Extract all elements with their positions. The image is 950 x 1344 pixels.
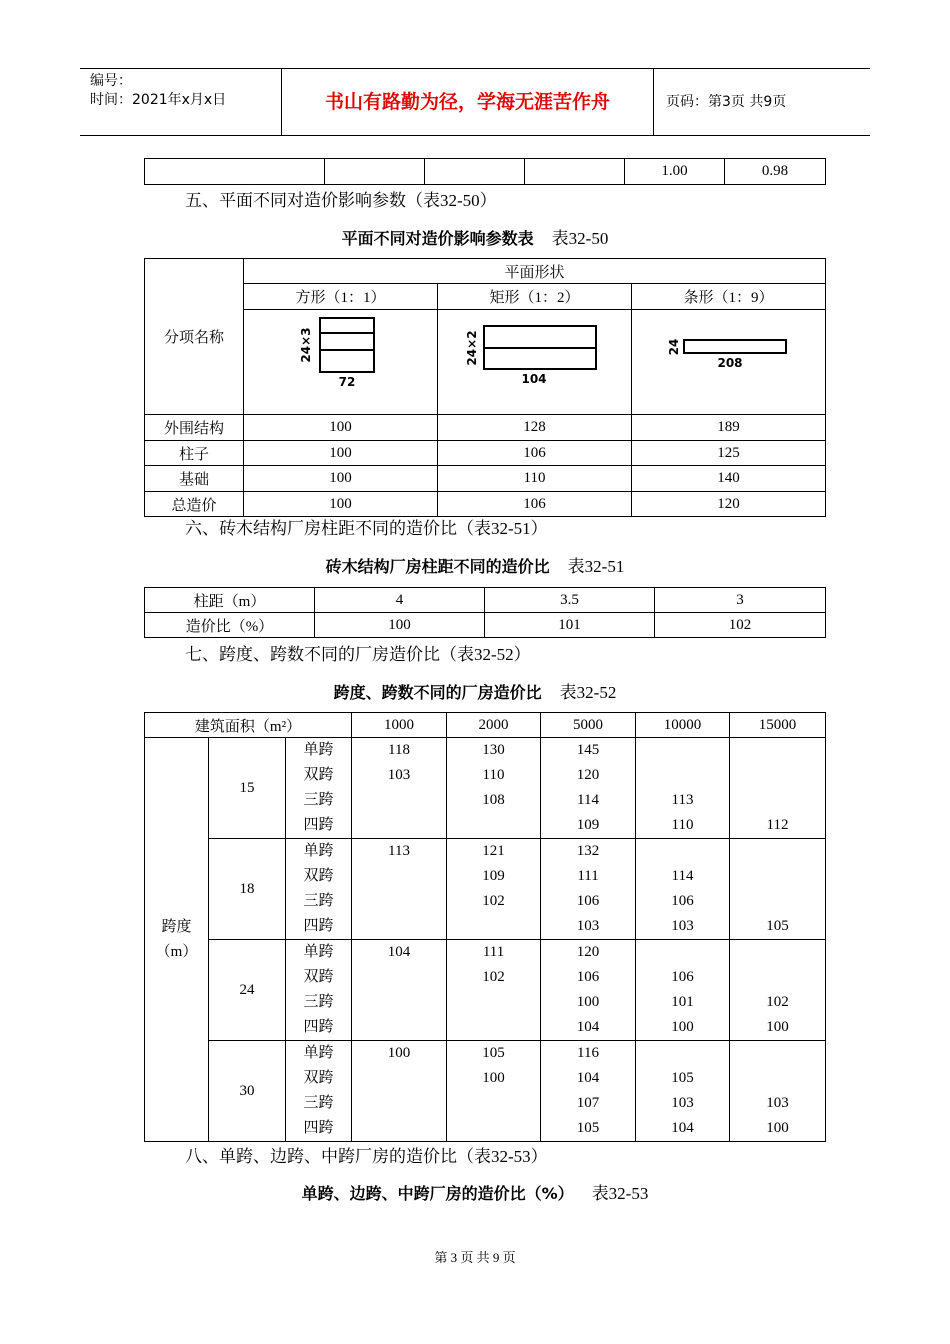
area-value-cell — [447, 940, 541, 1041]
area-value-cell — [352, 1041, 447, 1142]
cost-ratio-value: 114 — [671, 868, 694, 884]
table-row — [145, 492, 826, 517]
table-title: 平面不同对造价影响参数表 — [341, 229, 534, 248]
section-heading: 六、砖木结构厂房柱距不同的造价比（表32-51） — [185, 519, 548, 538]
table-cell: 100 — [244, 441, 438, 466]
cost-ratio-value — [730, 864, 825, 889]
table-row — [145, 588, 826, 613]
span-axis-label — [145, 738, 209, 1142]
page-label: 页码：第3页 共9页 — [666, 94, 787, 110]
table-row — [145, 466, 826, 492]
table-number: 表32-50 — [551, 229, 609, 248]
table-caption — [0, 1179, 950, 1204]
square-plan-sketch — [244, 310, 438, 409]
cost-ratio-value: 102 — [482, 893, 505, 909]
table-cell: 100 — [244, 466, 438, 492]
area-value-cell — [636, 738, 730, 839]
cost-ratio-value — [447, 990, 540, 1015]
area-value-cell — [541, 839, 636, 940]
section-heading: 八、单跨、边跨、中跨厂房的造价比（表32-53） — [185, 1147, 548, 1166]
shape-rect-label: 矩形（1：2） — [438, 284, 632, 310]
table-cell: 101 — [485, 613, 655, 638]
cost-ratio-value: 113 — [671, 792, 694, 808]
cost-ratio-value — [447, 1015, 540, 1040]
area-value-cell — [636, 1041, 730, 1142]
cost-ratio-value — [447, 1116, 540, 1141]
span-cost-table — [144, 712, 826, 1142]
cost-ratio-value — [636, 940, 729, 965]
cost-ratio-value: 103 — [671, 918, 694, 934]
cost-ratio-value: 100 — [482, 1070, 505, 1086]
table-cell: 102 — [655, 613, 826, 638]
shape-header: 平面形状 — [244, 259, 826, 284]
cost-ratio-value — [636, 839, 729, 864]
table-cell: 3 — [655, 588, 826, 613]
span-type-label: 四跨 — [303, 918, 334, 934]
cost-ratio-value: 104 — [576, 1070, 600, 1086]
cost-ratio-value — [352, 1116, 446, 1141]
span-type-list — [286, 839, 352, 940]
cost-ratio-value — [730, 763, 825, 788]
span-type-list — [286, 940, 352, 1041]
cost-ratio-value: 108 — [482, 792, 505, 808]
area-header: 建筑面积（m²） — [145, 713, 352, 738]
table-cell: 106 — [438, 492, 632, 517]
cost-ratio-value — [730, 738, 825, 763]
table-cell: 128 — [438, 415, 632, 441]
span-type-label: 三跨 — [303, 893, 334, 909]
cost-ratio-value: 118 — [388, 742, 410, 758]
cost-ratio-value — [730, 940, 825, 965]
cost-ratio-value — [352, 1091, 446, 1116]
span-type-list — [286, 738, 352, 839]
cost-ratio-value — [730, 1066, 825, 1091]
cost-ratio-value — [447, 813, 540, 838]
table-caption — [0, 552, 950, 577]
cost-ratio-value: 120 — [576, 944, 600, 960]
span-value: 24 — [209, 940, 286, 1041]
table-cell: 120 — [632, 492, 826, 517]
span-type-label: 双跨 — [303, 969, 334, 985]
table-cell: 100 — [244, 492, 438, 517]
strip-sketch-cell — [632, 310, 826, 415]
span-type-label: 单跨 — [303, 944, 334, 960]
shape-square-label: 方形（1：1） — [244, 284, 438, 310]
row-label: 外围结构 — [145, 415, 244, 441]
square-bottom-label: 72 — [338, 375, 356, 389]
cost-ratio-value: 106 — [671, 969, 694, 985]
table-cell — [145, 159, 325, 185]
table-number: 表32-52 — [559, 683, 617, 702]
cost-ratio-value: 114 — [577, 792, 599, 808]
cost-ratio-value: 111 — [577, 868, 599, 884]
table-row — [145, 613, 826, 638]
cost-ratio-value: 110 — [671, 817, 694, 833]
cost-ratio-value — [447, 1091, 540, 1116]
area-value-cell — [541, 940, 636, 1041]
area-value-cell — [447, 1041, 541, 1142]
cost-ratio-value — [730, 788, 825, 813]
span-value: 30 — [209, 1041, 286, 1142]
cost-ratio-value: 145 — [576, 742, 600, 758]
area-value-cell — [352, 738, 447, 839]
cost-ratio-value: 105 — [766, 918, 789, 934]
area-col-header: 10000 — [636, 713, 730, 738]
cost-ratio-value: 100 — [576, 994, 600, 1010]
row-label: 造价比（%） — [145, 613, 315, 638]
table-cell: 125 — [632, 441, 826, 466]
area-value-cell — [730, 940, 826, 1041]
table-caption — [0, 678, 950, 703]
area-value-cell — [636, 839, 730, 940]
cost-ratio-value: 105 — [576, 1120, 600, 1136]
cost-ratio-value: 100 — [387, 1045, 411, 1061]
span-type-list — [286, 1041, 352, 1142]
area-value-cell — [730, 738, 826, 839]
cost-ratio-value: 105 — [671, 1070, 694, 1086]
area-col-header: 1000 — [352, 713, 447, 738]
cost-ratio-value: 102 — [482, 969, 505, 985]
cost-ratio-value — [730, 965, 825, 990]
table-cell: 1.00 — [625, 159, 725, 185]
area-value-cell — [447, 738, 541, 839]
span-type-label: 单跨 — [303, 742, 334, 758]
area-value-cell — [541, 738, 636, 839]
rect-side-label: 24×2 — [465, 330, 479, 366]
header-motto: 书山有路勤为径，学海无涯苦作舟 — [282, 69, 654, 135]
cost-ratio-value: 120 — [576, 767, 600, 783]
cost-ratio-value — [730, 839, 825, 864]
span-axis-label-text: 跨度 — [161, 918, 192, 935]
cost-ratio-value: 109 — [576, 817, 600, 833]
table-title: 单跨、边跨、中跨厂房的造价比（%） — [301, 1184, 574, 1203]
cost-ratio-value: 113 — [388, 843, 410, 859]
number-label: 编号： — [90, 73, 132, 89]
cost-ratio-value: 104 — [671, 1120, 694, 1136]
table-cell: 110 — [438, 466, 632, 492]
cost-ratio-value: 121 — [482, 843, 505, 859]
table-cell: 106 — [438, 441, 632, 466]
shape-strip-label: 条形（1：9） — [632, 284, 826, 310]
row-label: 柱距（m） — [145, 588, 315, 613]
table-cell — [425, 159, 525, 185]
item-name-header: 分项名称 — [145, 259, 244, 415]
cost-ratio-value — [636, 1041, 729, 1066]
rect-sketch-cell — [438, 310, 632, 415]
cost-ratio-value: 100 — [766, 1019, 789, 1035]
column-spacing-table — [144, 587, 826, 638]
row-label: 基础 — [145, 466, 244, 492]
cost-ratio-value — [447, 914, 540, 939]
area-value-cell — [636, 940, 730, 1041]
cost-ratio-value — [636, 738, 729, 763]
cost-ratio-value — [730, 1041, 825, 1066]
row-label: 柱子 — [145, 441, 244, 466]
cost-ratio-value — [352, 889, 446, 914]
table-cell: 189 — [632, 415, 826, 441]
table-number: 表32-53 — [591, 1184, 649, 1203]
area-value-cell — [730, 839, 826, 940]
cost-ratio-value: 103 — [766, 1095, 789, 1111]
table-cell — [325, 159, 425, 185]
plane-shape-table — [144, 258, 826, 517]
cost-ratio-value — [352, 813, 446, 838]
cost-ratio-value: 106 — [671, 893, 694, 909]
strip-side-label: 24 — [667, 338, 681, 356]
cost-ratio-value: 106 — [576, 893, 600, 909]
span-group-row — [145, 940, 826, 1041]
cost-ratio-value: 106 — [576, 969, 600, 985]
span-type-label: 双跨 — [303, 868, 334, 884]
table-row — [145, 415, 826, 441]
cost-ratio-value — [636, 763, 729, 788]
table-cell: 0.98 — [725, 159, 826, 185]
table-cell — [525, 159, 625, 185]
span-type-label: 四跨 — [303, 1019, 334, 1035]
cost-ratio-value: 109 — [482, 868, 505, 884]
cost-ratio-value: 103 — [671, 1095, 694, 1111]
cost-ratio-value: 116 — [577, 1045, 599, 1061]
area-value-cell — [730, 1041, 826, 1142]
cost-ratio-value: 112 — [766, 817, 789, 833]
span-type-label: 单跨 — [303, 843, 334, 859]
cost-ratio-value: 104 — [576, 1019, 600, 1035]
table-cell: 100 — [244, 415, 438, 441]
cost-ratio-value: 111 — [482, 944, 505, 960]
cost-ratio-value: 102 — [766, 994, 789, 1010]
span-type-label: 单跨 — [303, 1045, 334, 1061]
page-header — [80, 68, 870, 136]
date-label: 时间：2021年x月x日 — [90, 92, 227, 108]
cost-ratio-value: 100 — [766, 1120, 789, 1136]
cost-ratio-value — [352, 990, 446, 1015]
span-group-row — [145, 1041, 826, 1142]
span-axis-label-unit: （m） — [155, 943, 198, 960]
cost-ratio-value: 101 — [671, 994, 694, 1010]
cost-ratio-value: 104 — [387, 944, 411, 960]
table-number: 表32-51 — [567, 557, 625, 576]
area-value-cell — [541, 1041, 636, 1142]
area-col-header: 5000 — [541, 713, 636, 738]
cost-ratio-value — [352, 864, 446, 889]
square-sketch-cell — [244, 310, 438, 415]
span-type-label: 双跨 — [303, 1070, 334, 1086]
area-value-cell — [352, 839, 447, 940]
section-heading: 五、平面不同对造价影响参数（表32-50） — [185, 191, 497, 210]
previous-table-tail — [144, 158, 826, 185]
header-meta — [80, 69, 282, 135]
area-value-cell — [352, 940, 447, 1041]
cost-ratio-value — [730, 889, 825, 914]
strip-plan-sketch — [632, 310, 826, 409]
span-type-label: 四跨 — [303, 1120, 334, 1136]
rect-bottom-label: 104 — [521, 372, 547, 386]
page-footer: 第 3 页 共 9 页 — [434, 1250, 516, 1265]
cost-ratio-value — [352, 1066, 446, 1091]
table-cell: 140 — [632, 466, 826, 492]
table-cell: 3.5 — [485, 588, 655, 613]
section-heading: 七、跨度、跨数不同的厂房造价比（表32-52） — [185, 645, 531, 664]
cost-ratio-value — [352, 914, 446, 939]
strip-bottom-label: 208 — [717, 356, 743, 370]
table-row — [145, 441, 826, 466]
cost-ratio-value: 103 — [576, 918, 600, 934]
span-type-label: 四跨 — [303, 817, 334, 833]
table-cell: 100 — [315, 613, 485, 638]
table-caption — [0, 224, 950, 249]
span-group-row — [145, 839, 826, 940]
cost-ratio-value: 107 — [576, 1095, 600, 1111]
area-col-header: 15000 — [730, 713, 826, 738]
cost-ratio-value: 132 — [576, 843, 600, 859]
cost-ratio-value — [352, 1015, 446, 1040]
row-label: 总造价 — [145, 492, 244, 517]
span-type-label: 三跨 — [303, 1095, 334, 1111]
area-col-header: 2000 — [447, 713, 541, 738]
span-type-label: 三跨 — [303, 994, 334, 1010]
square-side-label: 24×3 — [299, 327, 313, 363]
span-value: 18 — [209, 839, 286, 940]
table-title: 跨度、跨数不同的厂房造价比 — [333, 683, 542, 702]
span-type-label: 双跨 — [303, 767, 334, 783]
rect-plan-sketch — [438, 310, 632, 409]
area-value-cell — [447, 839, 541, 940]
cost-ratio-value: 103 — [387, 767, 411, 783]
span-type-label: 三跨 — [303, 792, 334, 808]
cost-ratio-value: 130 — [482, 742, 505, 758]
cost-ratio-value — [352, 965, 446, 990]
cost-ratio-value: 100 — [671, 1019, 694, 1035]
span-group-row — [145, 738, 826, 839]
cost-ratio-value: 105 — [482, 1045, 505, 1061]
table-title: 砖木结构厂房柱距不同的造价比 — [325, 557, 550, 576]
span-value: 15 — [209, 738, 286, 839]
cost-ratio-value: 110 — [482, 767, 505, 783]
cost-ratio-value — [352, 788, 446, 813]
table-cell: 4 — [315, 588, 485, 613]
